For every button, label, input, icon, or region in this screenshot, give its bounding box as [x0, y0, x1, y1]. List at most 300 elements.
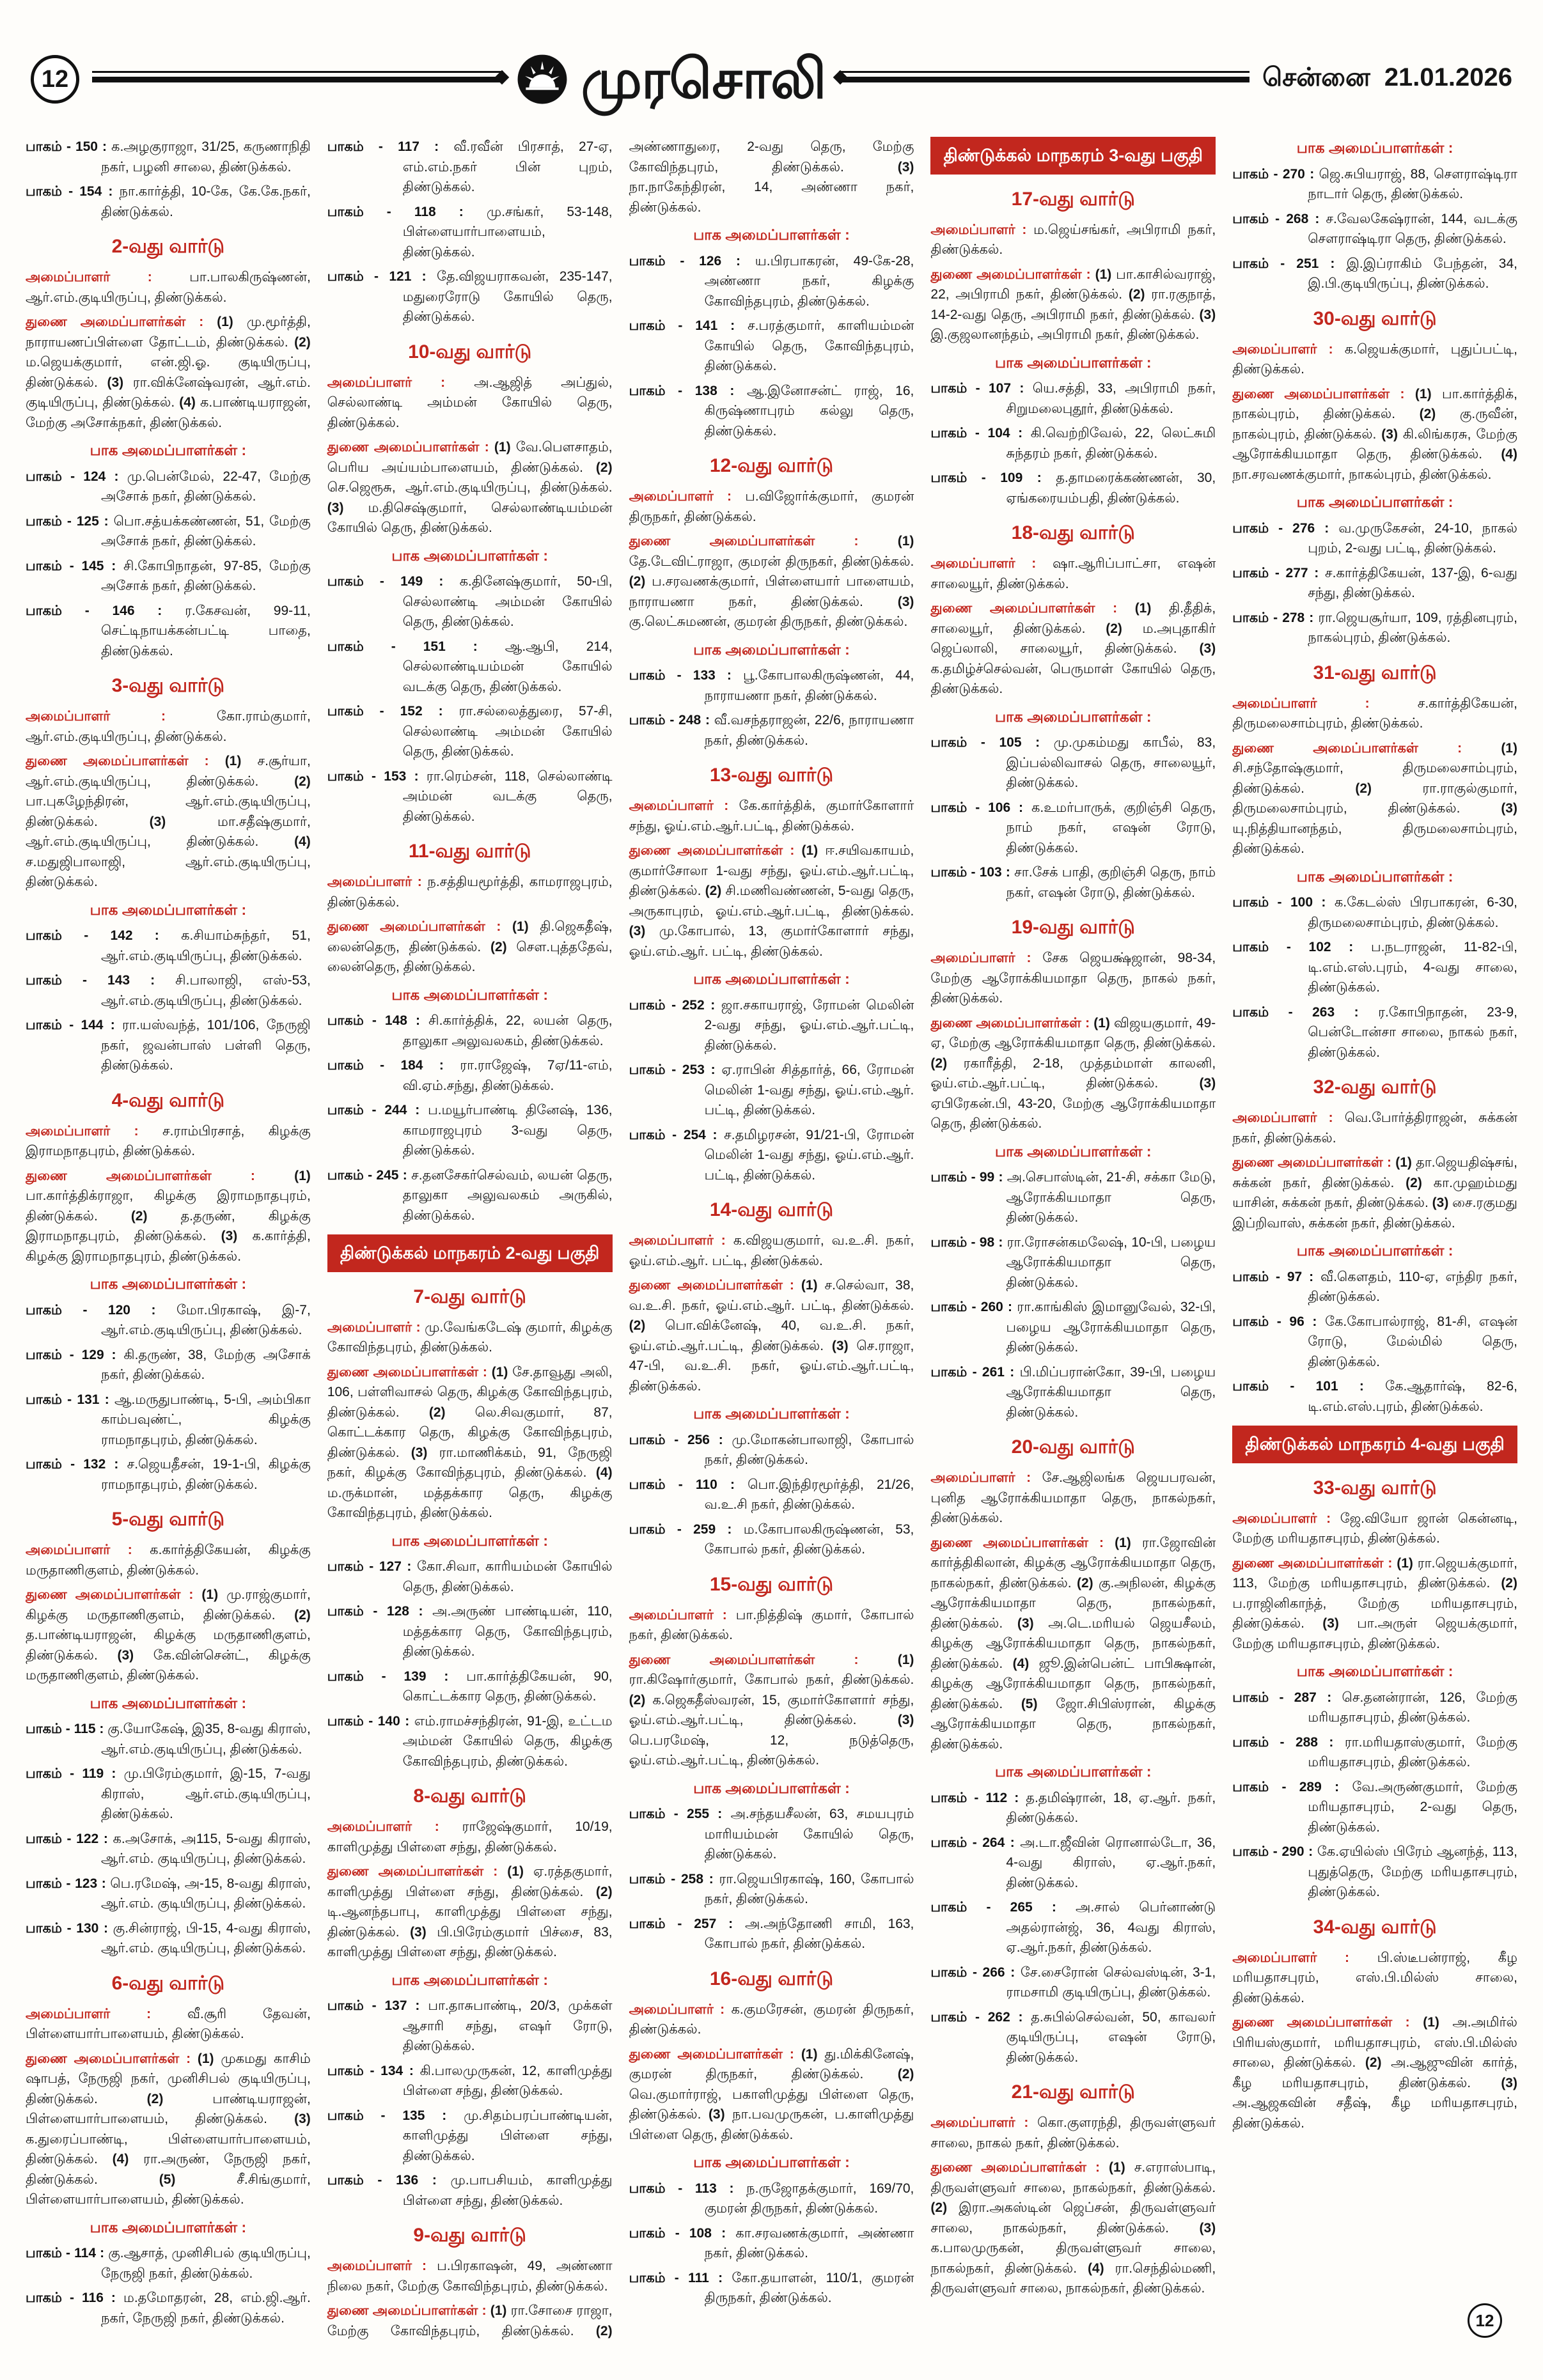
part-entry: பாகம் - 110 : பொ.இந்திரமூர்த்தி, 21/26, வ.உ.சி நகர், திண்டுக்கல்.	[629, 1477, 914, 1512]
list-marker: (4)	[112, 2152, 129, 2166]
organizer-label: அமைப்பாளர் :	[629, 1233, 733, 1248]
part-entry: பாகம் - 99 : அ.செபாஸ்டின், 21-சி, சக்கா மேடு, ஆரோக்கியமாதா தெரு, திண்டுக்கல்.	[930, 1170, 1216, 1225]
masthead-rule-right	[839, 77, 1250, 82]
part-entry: பாகம் - 120 : மோ.பிரகாஷ், இ-7, ஆர்.எம்.குடியிருப்பு, திண்டுக்கல்.	[26, 1302, 311, 1337]
deputy-organizers-entry: துணை அமைப்பாளர்கள் : (1) அ.அமிர்ல் பிரியஸ்குமார், மரியதாசபுரம், எஸ்.பி.மில்ஸ் சாலை, திண்டுக்கல். (2) அ.ஆஜுவின் கார்த், கீழ மரியதாசபுரம், திண்டுக்கல். (3) அ.ஆஜகவின் சதீஷ், கீழ மரியதாசபுரம், திண்டுக்கல்.	[1232, 2015, 1517, 2131]
part-entry-label: பாகம் - 109 :	[930, 471, 1056, 485]
list-marker: (3)	[897, 594, 914, 609]
deputy-organizers-label: துணை அமைப்பாளர்கள் :	[327, 440, 494, 455]
part-entry-label: பாகம் - 290 :	[1232, 1844, 1317, 1859]
part-entry-label: பாகம் - 278 :	[1232, 610, 1319, 625]
part-entry: பாகம் - 116 : ம.தமோதரன், 28, எம்.ஜி.ஆர். நகர், நேருஜி நகர், திண்டுக்கல்.	[26, 2291, 311, 2326]
deputy-organizers-label: துணை அமைப்பாளர்கள் :	[930, 601, 1135, 616]
part-entry: பாகம் - 287 : செ.தனன்ரான், 126, மேற்கு மரியதாசபுரம், திண்டுக்கல்.	[1232, 1690, 1517, 1725]
part-organizers-heading: பாக அமைப்பாளர்கள் :	[391, 1532, 548, 1549]
part-entry-label: பாகம் - 97 :	[1232, 1269, 1320, 1284]
list-marker: (3)	[117, 1647, 134, 1663]
deputy-organizers-label: துணை அமைப்பாளர்கள் :	[327, 1364, 492, 1380]
deputy-organizers-label: துணை அமைப்பாளர்கள் :	[1232, 1155, 1396, 1170]
list-marker: (2)	[294, 1607, 311, 1622]
part-entry-label: பாகம் - 266 :	[930, 1964, 1021, 1980]
section-banner: திண்டுக்கல் மாநகரம் 4-வது பகுதி	[1232, 1426, 1517, 1463]
organizer-entry: அமைப்பாளர் : ச.ராம்பிரசாத், கிழக்கு இராமநாதபுரம், திண்டுக்கல்.	[26, 1123, 311, 1158]
organizer-label: அமைப்பாளர் :	[26, 709, 217, 724]
part-organizers-heading: பாக அமைப்பாளர்கள் :	[1296, 139, 1453, 156]
list-marker: (1)	[1134, 601, 1152, 616]
part-organizers-heading: பாக அமைப்பாளர்கள் :	[693, 226, 850, 243]
list-marker: (1)	[1397, 1555, 1413, 1571]
list-marker: (1)	[1423, 2015, 1439, 2030]
part-entry-label: பாகம் - 144 :	[26, 1018, 123, 1032]
part-entry-label: பாகம் - 132 :	[26, 1457, 127, 1472]
deputy-organizers-label: துணை அமைப்பாளர்கள் :	[629, 1278, 801, 1293]
deputy-organizers-label: துணை அமைப்பாளர்கள் :	[930, 2160, 1109, 2175]
part-entry-label: பாகம் - 248 :	[629, 713, 714, 727]
part-organizers-heading: பாக அமைப்பாளர்கள் :	[994, 354, 1152, 371]
deputy-organizers-entry: துணை அமைப்பாளர்கள் : (1) ரா.ஜோவின் கார்த்திகிலான், கிழக்கு ஆரோக்கியமாதா தெரு, நாகல்நகர், திண்டுக்கல். (2) கு.அநிலன், கிழக்கு ஆரோக்கியமாதா தெரு, நாகல்நகர், திண்டுக்கல். (3) அ.டெ.மரியல் ஜெயசீலம், கிழக்கு ஆரோக்கியமாதா தெரு, நாகல்நகர், திண்டுக்கல். (4) ஜூ.இன்பென்ட் பாபிக்ஷான், கிழக்கு ஆரோக்கியமாதா தெரு, நாகல்நகர், திண்டுக்கல். (5) ஜோ.சிபிஸ்ரான், கிழக்கு ஆரோக்கியமாதா தெரு, நாகல்நகர், திண்டுக்கல்.	[930, 1535, 1216, 1752]
part-entry-label: பாகம் - 124 :	[26, 469, 127, 484]
deputy-organizers-label: துணை அமைப்பாளர்கள் :	[1232, 1555, 1397, 1571]
list-marker: (3)	[1017, 1615, 1034, 1631]
list-marker: (1)	[1095, 267, 1112, 282]
organizer-entry: அமைப்பாளர் : அ.ஆஜித் அப்துல், செல்லாண்டி அம்மன் கோயில் தெரு, திண்டுக்கல்.	[327, 375, 613, 430]
deputy-organizers-entry: துணை அமைப்பாளர்கள் : (1) ச.எராஸ்பாடி, திருவள்ளுவர் சாலை, நாகல்நகர், திண்டுக்கல். (2) இரா.அகஸ்டின் ஜெப்சன், திருவள்ளுவர் சாலை, நாகல்நகர், திண்டுக்கல். (3) க.பாலமுருகன், திருவள்ளுவர் சாலை, நாகல்நகர், திண்டுக்கல். (4) ரா.செந்தில்மணி, திருவள்ளுவர் சாலை, நாகல்நகர், திண்டுக்கல்.	[930, 2160, 1216, 2296]
organizer-entry: அமைப்பாளர் : ச.கார்த்திகேயன், திருமலைசாம்புரம், திண்டுக்கல்.	[1232, 696, 1517, 731]
list-marker: (1)	[491, 1364, 508, 1380]
deputy-organizers-entry: துணை அமைப்பாளர்கள் : (1) பா.கார்த்திக், நாகல்புரம், திண்டுக்கல். (2) கு.ருவீன், நாகல்புரம், திண்டுக்கல். (3) கி.லிங்கரசு, மேற்கு ஆரோக்கியமாதா தெரு, திண்டுக்கல். (4) நா.சரவணக்குமார், நாகல்புரம், திண்டுக்கல்.	[1232, 386, 1517, 482]
deputy-organizers-entry: துணை அமைப்பாளர்கள் : (1) ச.செல்வா, 38, வ.உ.சி. நகர், ஓய்.எம்.ஆர். பட்டி, திண்டுக்கல். (2) பொ.விக்னேஷ், 40, வ.உ.சி. நகர், ஓய்.எம்.ஆர்.பட்டி, திண்டுக்கல். (3) செ.ராஜா, 47-பி, வ.உ.சி. நகர், ஓய்.எம்.ஆர்.பட்டி, திண்டுக்கல்.	[629, 1278, 914, 1394]
part-entry: பாகம் - 124 : மு.பென்மேல், 22-47, மேற்கு அசோக் நகர், திண்டுக்கல்.	[26, 469, 311, 504]
part-entry: பாகம் - 122 : க.அசோக், அ115, 5-வது கிராஸ், ஆர்.எம். குடியிருப்பு, திண்டுக்கல்.	[26, 1831, 311, 1866]
list-marker: (3)	[107, 375, 124, 390]
part-entry: பாகம் - 123 : பெ.ரமேஷ், அ-15, 8-வது கிராஸ், ஆர்.எம். குடியிருப்பு, திண்டுக்கல்.	[26, 1876, 311, 1911]
ward-heading: 5-வது வார்டு	[111, 1509, 225, 1530]
list-marker: (3)	[294, 2112, 311, 2126]
part-entry-label: பாகம் - 135 :	[327, 2108, 464, 2123]
part-entry-label: பாகம் - 105 :	[930, 735, 1054, 750]
part-entry-label: பாகம் - 151 :	[327, 639, 505, 654]
part-entry-label: பாகம் - 265 :	[930, 1900, 1076, 1915]
part-entry-label: பாகம் - 116 :	[26, 2291, 123, 2305]
organizer-entry: அமைப்பாளர் : கோ.ராம்குமார், ஆர்.எம்.குடியிருப்பு, திண்டுக்கல்.	[26, 709, 311, 744]
part-entry-label: பாகம் - 136 :	[327, 2173, 451, 2188]
deputy-organizers-label: துணை அமைப்பாளர்கள் :	[26, 2051, 198, 2066]
part-entry: பாகம் - 260 : ரா.காங்கிஸ் இமானுவேல், 32-பி, பழைய ஆரோக்கியமாதா தெரு, திண்டுக்கல்.	[930, 1300, 1216, 1355]
part-entry-label: பாகம் - 257 :	[629, 1916, 745, 1931]
organizer-entry: அமைப்பாளர் : ஜே.வியோ ஜான் கென்னடி, மேற்கு மரியதாசபுரம், திண்டுக்கல்.	[1232, 1511, 1517, 1546]
deputy-organizers-label: துணை அமைப்பாளர்கள் :	[1232, 740, 1501, 756]
list-marker: (3)	[411, 1445, 428, 1460]
part-entry-label: பாகம் - 153 :	[327, 768, 427, 784]
list-marker: (1)	[201, 1587, 219, 1602]
organizer-entry: அமைப்பாளர் : க.ஜெயக்குமார், புதுப்பட்டி, திண்டுக்கல்.	[1232, 341, 1517, 377]
organizer-label: அமைப்பாளர் :	[930, 556, 1053, 571]
list-marker: (1)	[490, 2303, 507, 2318]
part-entry: பாகம் - 265 : அ.சால் பெர்னாண்டு அதல்ரான்ஜ், 36, 4வது கிராஸ், ஏ.ஆர்.நகர், திண்டுக்கல்.	[930, 1900, 1216, 1955]
ward-heading: 8-வது வார்டு	[413, 1785, 526, 1807]
part-entry-label: பாகம் - 262 :	[930, 2009, 1031, 2025]
part-entry-label: பாகம் - 150 :	[26, 139, 112, 154]
list-marker: (1)	[1109, 2160, 1125, 2175]
part-entry-label: பாகம் - 141 :	[629, 318, 748, 333]
list-marker: (2)	[930, 2200, 948, 2215]
list-marker: (3)	[831, 1338, 849, 1353]
list-marker: (2)	[629, 1692, 646, 1707]
list-marker: (2)	[595, 2323, 613, 2338]
list-marker: (5)	[1021, 1696, 1038, 1711]
part-entry-label: பாகம் - 130 :	[26, 1920, 113, 1936]
part-entry: பாகம் - 266 : சே.சைரோன் செல்வஸ்டின், 3-1, ராமசாமி குடியிருப்பு, திண்டுக்கல்.	[930, 1964, 1216, 2000]
part-entry-label: பாகம் - 104 :	[930, 426, 1031, 440]
organizer-label: அமைப்பாளர் :	[930, 2115, 1038, 2130]
part-entry: பாகம் - 149 : க.தினேஷ்குமார், 50-பி, செல்லாண்டி அம்மன் கோயில் தெரு, திண்டுக்கல்.	[327, 574, 613, 629]
part-entry-label: பாகம் - 140 :	[327, 1713, 414, 1729]
deputy-organizers-label: துணை அமைப்பாளர்கள் :	[26, 754, 225, 768]
part-entry: பாகம் - 108 : கா.சரவணக்குமார், அண்ணா நகர், திண்டுக்கல்.	[629, 2225, 914, 2260]
list-marker: (3)	[1501, 2075, 1517, 2090]
part-entry: பாகம் - 106 : க.உமர்பாருக், குறிஞ்சி தெரு, நாம் நகர், எஷன் ரோடு, திண்டுக்கல்.	[930, 800, 1216, 855]
list-marker: (4)	[595, 1465, 613, 1480]
part-entry-label: பாகம் - 98 :	[930, 1234, 1007, 1250]
part-entry: பாகம் - 257 : அ.அந்தோணி சாமி, 163, கோபால் நகர், திண்டுக்கல்.	[629, 1916, 914, 1951]
edition-date	[1262, 63, 1512, 95]
part-entry-label: பாகம் - 103 :	[930, 865, 1015, 880]
part-entry-label: பாகம் - 253 :	[629, 1062, 722, 1077]
list-marker: (2)	[1106, 621, 1122, 636]
list-marker: (2)	[490, 939, 507, 954]
list-marker: (1)	[217, 315, 233, 329]
list-marker: (3)	[897, 1713, 914, 1727]
list-marker: (4)	[294, 834, 311, 849]
part-entry-label: பாகம் - 261 :	[930, 1364, 1020, 1380]
list-marker: (2)	[428, 1404, 446, 1420]
part-entry-label: பாகம் - 152 :	[327, 704, 459, 719]
part-entry: பாகம் - 290 : கே.ஏயில்ஸ் பிரேம் ஆனந்த், 113, புதுத்தெரு, மேற்கு மரியதாசபுரம், திண்டுக்கல்.	[1232, 1844, 1517, 1899]
list-marker: (2)	[294, 774, 311, 789]
part-entry: பாகம் - 152 : ரா.சல்லைத்துரை, 57-சி, செல்லாண்டி அம்மன் கோயில் தெரு, திண்டுக்கல்.	[327, 704, 613, 759]
part-entry-label: பாகம் - 114 :	[26, 2246, 109, 2260]
part-entry-label: பாகம் - 254 :	[629, 1127, 725, 1142]
organizer-entry: அமைப்பாளர் : ம.ஜெய்சங்கர், அபிராமி நகர், திண்டுக்கல்.	[930, 222, 1216, 257]
part-entry-label: பாகம் - 276 :	[1232, 520, 1339, 536]
masthead-rule-left	[92, 77, 503, 82]
ward-heading: 4-வது வார்டு	[111, 1089, 225, 1111]
part-entry-label: பாகம் - 96 :	[1232, 1314, 1326, 1329]
part-entry: பாகம் - 252 : ஜா.சகாயராஜ், ரோமன் மெலின் 2-வது சந்து, ஓய்.எம்.ஆர்.பட்டி, திண்டுக்கல்.	[629, 997, 914, 1053]
part-entry-label: பாகம் - 245 :	[327, 1167, 412, 1183]
organizer-entry: அமைப்பாளர் : பி.ஸ்டீபன்ராஜ், கீழ மரியதாசபுரம், எஸ்.பி.மில்ஸ் சாலை, திண்டுக்கல்.	[1232, 1950, 1517, 2005]
list-marker: (1)	[494, 440, 511, 455]
ward-heading: 19-வது வார்டு	[1011, 917, 1135, 938]
part-entry: பாகம் - 140 : எம்.ராமச்சந்திரன், 91-இ, உட்டம அம்மன் கோயில் தெரு, கிழக்கு கோவிந்தபுரம், திண்டுக்கல்.	[327, 1713, 613, 1769]
part-organizers-heading: பாக அமைப்பாளர்கள் :	[90, 1694, 247, 1711]
part-entry: பாகம் - 98 : ரா.ரோசன்கமலேஷ், 10-பி, பழைய ஆரோக்கியமாதா தெரு, திண்டுக்கல்.	[930, 1234, 1216, 1290]
part-entry-label: பாகம் - 268 :	[1232, 211, 1326, 226]
part-entry: பாகம் - 117 : வீ.ரவீன் பிரசாத், 27-ஏ, எம்.எம்.நகர் பின் புறம், திண்டுக்கல்.	[327, 139, 613, 194]
part-organizers-heading: பாக அமைப்பாளர்கள் :	[90, 901, 247, 918]
part-organizers-heading: பாக அமைப்பாளர்கள் :	[1296, 494, 1453, 510]
list-marker: (2)	[1419, 407, 1436, 421]
part-entry-label: பாகம் - 120 :	[26, 1302, 176, 1318]
part-entry-label: பாகம் - 277 :	[1232, 565, 1325, 580]
part-entry: பாகம் - 133 : பூ.கோபாலகிருஷ்ணன், 44, நாராயணா நகர், திண்டுக்கல்.	[629, 668, 914, 703]
list-marker: (3)	[1199, 641, 1216, 656]
part-entry: பாகம் - 130 : கு.சின்ராஜ், பி-15, 4-வது கிராஸ், ஆர்.எம். குடியிருப்பு, திண்டுக்கல்.	[26, 1920, 311, 1956]
part-entry: பாகம் - 278 : ரா.ஜெயசூர்யா, 109, ரத்தினபுரம், நாகல்புரம், திண்டுக்கல்.	[1232, 610, 1517, 645]
deputy-organizers-entry: துணை அமைப்பாளர்கள் : (1) ஈ.சயிவகாயம், குமார்சோலா 1-வது சந்து, ஓய்.எம்.ஆர்.பட்டி, திண்டுக்கல். (2) சி.மணிவண்ணன், 5-வது தெரு, அருகாபுரம், ஓய்.எம்.ஆர்.பட்டி, திண்டுக்கல். (3) மு.கோபால், 13, குமார்கோளார் சந்து, ஓய்.எம்.ஆர். பட்டி, திண்டுக்கல்.	[629, 843, 914, 959]
edition-city: சென்னை	[1262, 63, 1370, 91]
part-entry-label: பாகம் - 107 :	[930, 381, 1033, 396]
list-marker: (5)	[159, 2172, 176, 2187]
part-entry-label: பாகம் - 252 :	[629, 997, 721, 1013]
part-organizers-heading: பாக அமைப்பாளர்கள் :	[90, 1275, 247, 1292]
organizer-label: அமைப்பாளர் :	[327, 2259, 437, 2273]
part-entry: பாகம் - 144 : ரா.யஸ்வந்த், 101/106, நேருஜி நகர், ஜவன்பாஸ் பள்ளி தெரு, திண்டுக்கல்.	[26, 1018, 311, 1073]
list-marker: (2)	[1501, 1576, 1517, 1591]
part-entry: பாகம் - 134 : கி.பாலமுருகன், 12, காளிமுத்து பிள்ளை சந்து, திண்டுக்கல்.	[327, 2063, 613, 2098]
organizer-label: அமைப்பாளர் :	[26, 270, 190, 284]
list-marker: (2)	[146, 2091, 164, 2106]
deputy-organizers-label: துணை அமைப்பாளர்கள் :	[930, 267, 1095, 282]
part-entry: பாகம் - 148 : சி.கார்த்திக், 22, லயன் தெரு, தாலுகா அலுவலகம், திண்டுக்கல்.	[327, 1013, 613, 1048]
organizer-label: அமைப்பாளர் :	[930, 1470, 1042, 1485]
part-entry-label: பாகம் - 126 :	[629, 253, 755, 268]
list-marker: (3)	[1381, 426, 1398, 442]
part-organizers-heading: பாக அமைப்பாளர்கள் :	[1296, 1242, 1453, 1259]
list-marker: (3)	[1199, 307, 1216, 322]
list-marker: (2)	[595, 1884, 613, 1899]
deputy-organizers-entry: துணை அமைப்பாளர்கள் : (1) பா.காசில்வராஜ், 22, அபிராமி நகர், திண்டுக்கல். (2) ரா.ரகுநாத், 14-2-வது தெரு, அபிராமி நகர், திண்டுக்கல். (3) இ.குஜலானந்தம், அபிராமி நகர், திண்டுக்கல்.	[930, 267, 1216, 342]
ward-heading: 16-வது வார்டு	[709, 1968, 834, 1989]
list-marker: (1)	[1501, 740, 1517, 756]
list-marker: (3)	[897, 159, 914, 175]
part-entry: பாகம் - 128 : அ.அருண் பாண்டியன், 110, மத்தக்கார தெரு, கோவிந்தபுரம், திண்டுக்கல்.	[327, 1604, 613, 1659]
organizer-label: அமைப்பாளர் :	[1232, 1511, 1340, 1526]
deputy-organizers-entry: துணை அமைப்பாளர்கள் : (1) சே.தாவூது அலி, 106, பள்ளிவாசல் தெரு, கிழக்கு கோவிந்தபுரம், திண்டுக்கல். (2) லெ.சிவகுமார், 87, கொட்டக்கார தெரு, கிழக்கு கோவிந்தபுரம், திண்டுக்கல். (3) ரா.மாணிக்கம், 91, நேருஜி நகர், கிழக்கு கோவிந்தபுரம், திண்டுக்கல். (4) ம.ருக்மான், மத்தக்கார தெரு, கிழக்கு கோவிந்தபுரம், திண்டுக்கல்.	[327, 1364, 613, 1520]
ward-heading: 7-வது வார்டு	[413, 1286, 526, 1307]
deputy-organizers-label: துணை அமைப்பாளர்கள் :	[629, 2046, 801, 2062]
ward-heading: 2-வது வார்டு	[111, 236, 225, 257]
part-entry: பாகம் - 245 : ச.தனசேகர்செல்வம், லயன் தெரு, தாலுகா அலுவலகம் அருகில், திண்டுக்கல்.	[327, 1167, 613, 1223]
ward-heading: 12-வது வார்டு	[709, 455, 834, 476]
part-organizers-heading: பாக அமைப்பாளர்கள் :	[693, 641, 850, 658]
deputy-organizers-entry: துணை அமைப்பாளர்கள் : (1) து.மிக்கினேஷ், குமரன் திருநகர், திண்டுக்கல். (2) வெ.குமார்ராஜ், பகாளிமுத்து பிள்ளை தெரு, திண்டுக்கல். (3) நா.பவமுருகன், ப.காளிமுத்து பிள்ளை தெரு, திண்டுக்கல்.	[629, 2046, 914, 2142]
part-entry: பாகம் - 135 : மு.சிதம்பரப்பாண்டியன், காளிமுத்து பிள்ளை சந்து, திண்டுக்கல்.	[327, 2108, 613, 2163]
list-marker: (3)	[1501, 801, 1517, 816]
deputy-organizers-entry: துணை அமைப்பாளர்கள் : (1) முகமது காசிம் ஷாபத், நேருஜி நகர், முனிசிபல் குடியிருப்பு, திண்டுக்கல். (2) பாண்டியராஜன், பிள்ளையார்பாளையம், திண்டுக்கல். (3) க.துரைப்பாண்டி, பிள்ளையார்பாளையம், திண்டுக்கல். (4) ரா.அருண், நேருஜி நகர், திண்டுக்கல். (5) சீ.சிங்குமார், பிள்ளையார்பாளையம், திண்டுக்கல்.	[26, 2051, 311, 2207]
organizer-entry: அமைப்பாளர் : ப.பிரகாஷன், 49, அண்ணா நிலை நகர், மேற்கு கோவிந்தபுரம், திண்டுக்கல்.	[327, 2259, 613, 2294]
part-entry: பாகம் - 137 : பா.தாசுபாண்டி, 20/3, முக்கள் ஆசாரி சந்து, எஷர் ரோடு, திண்டுக்கல்.	[327, 1998, 613, 2053]
list-marker: (2)	[595, 460, 613, 475]
deputy-organizers-label: துணை அமைப்பாளர்கள் :	[629, 1652, 898, 1667]
list-marker: (2)	[1128, 287, 1145, 302]
deputy-organizers-entry: துணை அமைப்பாளர்கள் : (1) வே.பௌசாதம், பெரிய அய்யம்பாளையம், திண்டுக்கல். (2) செ.ஜெரூசு, ஆர்.எம்.குடியிருப்பு, திண்டுக்கல். (3) ம.திசெஷ்குமார், செல்லாண்டியம்மன் கோயில் தெரு, திண்டுக்கல்.	[327, 440, 613, 535]
part-entry-label: பாகம் - 134 :	[327, 2063, 420, 2078]
part-entry-label: பாகம் - 289 :	[1232, 1779, 1352, 1794]
part-entry-label: பாகம் - 288 :	[1232, 1734, 1345, 1750]
part-entry: பாகம் - 125 : பொ.சத்யக்கண்ணன், 51, மேற்கு அசோக் நகர், திண்டுக்கல்.	[26, 513, 311, 548]
part-entry-label: பாகம் - 100 :	[1232, 895, 1335, 910]
list-marker: (1)	[1395, 1155, 1412, 1170]
list-marker: (3)	[410, 1924, 427, 1940]
list-marker: (4)	[179, 395, 196, 410]
deputy-organizers-entry: துணை அமைப்பாளர்கள் : (1) மு.ராஜ்குமார், கிழக்கு மருதாணிகுளம், திண்டுக்கல். (2) த.பாண்டியராஜன், கிழக்கு மருதாணிகுளம், திண்டுக்கல். (3) கே.வின்சென்ட், கிழக்கு மருதாணிகுளம், திண்டுக்கல்.	[26, 1587, 311, 1683]
part-entry-label: பாகம் - 112 :	[930, 1790, 1026, 1805]
ward-heading: 20-வது வார்டு	[1011, 1436, 1135, 1458]
page-number-badge: 12	[31, 55, 79, 104]
part-entry: பாகம் - 184 : ரா.ராஜேஷ், 7ஏ/11-எம், வி.ஏம்.சந்து, திண்டுக்கல்.	[327, 1058, 613, 1093]
deputy-organizers-entry: துணை அமைப்பாளர்கள் : (1) மு.மூர்த்தி, நாராயணப்பிள்ளை தோட்டம், திண்டுக்கல். (2) ம.ஜெயக்குமார், என்.ஜி.ஓ. குடியிருப்பு, திண்டுக்கல். (3) ரா.விக்னேஷ்வரன், ஆர்.எம். குடியிருப்பு, திண்டுக்கல். (4) க.பாண்டியராஜன், மேற்கு அசோக்நகர், திண்டுக்கல்.	[26, 315, 311, 430]
list-marker: (1)	[1414, 386, 1432, 401]
part-entry-label: பாகம் - 133 :	[629, 668, 744, 683]
deputy-organizers-label: துணை அமைப்பாளர்கள் :	[1232, 386, 1415, 401]
list-marker: (2)	[1355, 781, 1372, 796]
part-entry-label: பாகம் - 256 :	[629, 1432, 732, 1447]
part-organizers-heading: பாக அமைப்பாளர்கள் :	[391, 547, 548, 564]
deputy-organizers-entry: துணை அமைப்பாளர்கள் : (1) ஏ.ரத்தகுமார், காளிமுத்து பிள்ளை சந்து, திண்டுக்கல். (2) டி.ஆனந்தபாபு, காளிமுத்து பிள்ளை சந்து, திண்டுக்கல். (3) பி.பிரேம்குமார் பிச்சை, 83, காளிமுத்து பிள்ளை சந்து, திண்டுக்கல்.	[327, 1864, 613, 1959]
deputy-organizers-label: துணை அமைப்பாளர்கள் :	[930, 1015, 1094, 1031]
list-marker: (1)	[224, 754, 242, 768]
organizer-entry: அமைப்பாளர் : ப.விஜோர்க்குமார், குமரன் திருநகர், திண்டுக்கல்.	[629, 489, 914, 524]
part-entry: பாகம் - 139 : பா.கார்த்திகேயன், 90, கொட்டக்கார தெரு, திண்டுக்கல்.	[327, 1668, 613, 1704]
deputy-organizers-entry: துணை அமைப்பாளர்கள் : (1) தி.தீதிக், சாலையூர், திண்டுக்கல். (2) ம.அபுதாகிர் ஜெப்லாலி, சாலையூர், திண்டுக்கல். (3) க.தமிழ்ச்செல்வன், பெருமாள் கோயில் தெரு, திண்டுக்கல்.	[930, 601, 1216, 696]
part-entry: பாகம் - 126 : ய.பிரபாகரன், 49-கே-28, அண்ணா நகர், கிழக்கு கோவிந்தபுரம், திண்டுக்கல்.	[629, 253, 914, 309]
list-marker: (2)	[897, 2067, 914, 2081]
part-entry-label: பாகம் - 127 :	[327, 1559, 417, 1574]
organizer-label: அமைப்பாளர் :	[629, 798, 739, 813]
list-marker: (2)	[1406, 1175, 1422, 1190]
part-entry-label: பாகம் - 260 :	[930, 1300, 1017, 1314]
ward-heading: 10-வது வார்டு	[408, 341, 532, 362]
organizer-label: அமைப்பாளர் :	[327, 1819, 462, 1834]
list-marker: (1)	[801, 2046, 818, 2062]
part-entry: பாகம் - 277 : ச.கார்த்திகேயன், 137-இ, 6-வது சந்து, திண்டுக்கல்.	[1232, 565, 1517, 600]
organizer-label: அமைப்பாளர் :	[629, 2002, 732, 2017]
organizer-entry: அமைப்பாளர் : பா.நித்திஷ் குமார், கோபால் நகர், திண்டுக்கல்.	[629, 1607, 914, 1642]
part-entry-label: பாகம் - 264 :	[930, 1835, 1021, 1850]
part-entry-label: பாகம் - 258 :	[629, 1871, 719, 1886]
part-entry-label: பாகம் - 101 :	[1232, 1379, 1386, 1394]
list-marker: (3)	[629, 924, 646, 938]
part-entry: பாகம் - 254 : ச.தமிழரசன், 91/21-பி, ரோமன் மெலின் 1-வது சந்து, ஓய்.எம்.ஆர். பட்டி, திண்டுக்கல்.	[629, 1127, 914, 1183]
part-entry-label: பாகம் - 131 :	[26, 1392, 114, 1407]
part-entry-label: பாகம் - 139 :	[327, 1668, 467, 1684]
list-marker: (2)	[705, 883, 722, 898]
part-entry: பாகம் - 268 : ச.வேலகேஷ்ரான், 144, வடக்கு சௌராஷ்டிரா தெரு, திண்டுக்கல்.	[1232, 211, 1517, 246]
part-entry: பாகம் - 143 : சி.பாலாஜி, எஸ்-53, ஆர்.எம்.குடியிருப்பு, திண்டுக்கல்.	[26, 973, 311, 1008]
ward-heading: 33-வது வார்டு	[1313, 1477, 1437, 1498]
ward-heading: 15-வது வார்டு	[709, 1573, 834, 1595]
part-entry: பாகம் - 112 : த.தமிஷ்ரான், 18, ஏ.ஆர். நகர், திண்டுக்கல்.	[930, 1790, 1216, 1825]
list-marker: (1)	[897, 1652, 914, 1667]
part-organizers-heading: பாக அமைப்பாளர்கள் :	[90, 442, 247, 458]
deputy-organizers-label: துணை அமைப்பாளர்கள் :	[629, 843, 802, 858]
list-marker: (3)	[1199, 1076, 1216, 1091]
section-banner: திண்டுக்கல் மாநகரம் 3-வது பகுதி	[930, 137, 1216, 175]
deputy-organizers-entry: துணை அமைப்பாளர்கள் : (1) பா.கார்த்திக்ராஜா, கிழக்கு இராமநாதபுரம், திண்டுக்கல். (2) த.தருண், கிழக்கு இராமநாதபுரம், திண்டுக்கல். (3) க.கார்த்தி, கிழக்கு இராமநாதபுரம், திண்டுக்கல்.	[26, 1168, 311, 1264]
organizer-entry: அமைப்பாளர் : க.விஜயகுமார், வ.உ.சி. நகர், ஓய்.எம்.ஆர். பட்டி, திண்டுக்கல்.	[629, 1233, 914, 1268]
part-entry-label: பாகம் - 113 :	[629, 2181, 747, 2196]
ward-heading: 17-வது வார்டு	[1011, 188, 1135, 210]
organizer-entry: அமைப்பாளர் : வீ.சூரி தேவன், பிள்ளையார்பாளையம், திண்டுக்கல்.	[26, 2006, 311, 2041]
part-entry: பாகம் - 264 : அ.டா.ஜீவின் ரொனால்டோ, 36, 4-வது கிராஸ், ஏ.ஆர்.நகர், திண்டுக்கல்.	[930, 1835, 1216, 1890]
part-organizers-heading: பாக அமைப்பாளர்கள் :	[693, 1779, 850, 1796]
part-entry-label: பாகம் - 128 :	[327, 1604, 433, 1619]
deputy-organizers-entry: துணை அமைப்பாளர்கள் : (1) விஜயகுமார், 49-ஏ, மேற்கு ஆரோக்கியமாதா தெரு, திண்டுக்கல். (2) ரகாரீத்தி, 2-18, முத்தம்மாள் காலனி, ஓய்.எம்.ஆர்.பட்டி, திண்டுக்கல். (3) ஏபிரேகன்.பி, 43-20, மேற்கு ஆரோக்கியமாதா தெரு, திண்டுக்கல்.	[930, 1015, 1216, 1131]
list-marker: (1)	[294, 1168, 311, 1183]
organizer-label: அமைப்பாளர் :	[26, 2006, 187, 2021]
deputy-organizers-entry: துணை அமைப்பாளர்கள் : (1) சி.சந்தோஷ்குமார், திருமலைசாம்புரம், திண்டுக்கல். (2) ரா.ராகுல்குமார், திருமலைசாம்புரம், திண்டுக்கல். (3) யு.நித்தியானந்தம், திருமலைசாம்புரம், திண்டுக்கல்.	[1232, 740, 1517, 856]
organizer-entry: அமைப்பாளர் : ந.சத்தியமூர்த்தி, காமராஜபுரம், திண்டுக்கல்.	[327, 875, 613, 910]
part-entry-label: பாகம் - 106 :	[930, 800, 1031, 815]
list-marker: (2)	[294, 334, 311, 350]
list-marker: (1)	[507, 1864, 524, 1879]
part-entry-label: பாகம் - 115 :	[26, 1722, 108, 1736]
part-entry: பாகம் - 111 : கோ.தயாளன், 110/1, குமரன் திருநகர், திண்டுக்கல்.	[629, 2270, 914, 2305]
part-entry: பாகம் - 129 : கி.தருண், 38, மேற்கு அசோக் நகர், திண்டுக்கல்.	[26, 1347, 311, 1382]
part-entry-label: பாகம் - 137 :	[327, 1998, 428, 2013]
list-marker: (1)	[801, 843, 818, 858]
part-entry: பாகம் - 145 : சி.கோபிநாதன், 97-85, மேற்கு அசோக் நகர், திண்டுக்கல்.	[26, 558, 311, 593]
deputy-organizers-entry: துணை அமைப்பாளர்கள் : (1) தி.ஜெகதீஷ், லைன்தெரு, திண்டுக்கல். (2) சௌ.புத்ததேவ், லைன்தெரு, திண்டுக்கல்.	[327, 919, 613, 974]
deputy-organizers-label: துணை அமைப்பாளர்கள் :	[26, 315, 217, 329]
deputy-organizers-entry: துணை அமைப்பாளர்கள் : (1) தே.டேவிட்ராஜா, குமரன் திருநகர், திண்டுக்கல். (2) ப.சரவணக்குமார், பிள்ளையார் பாளையம், நாராயணா நகர், திண்டுக்கல். (3) கு.லெட்சுமணன், குமரன் திருநகர், திண்டுக்கல்.	[629, 534, 914, 629]
list-marker: (1)	[197, 2051, 214, 2066]
part-entry: பாகம் - 244 : ப.மயூர்பாண்டி தினேஷ், 136, காமராஜபுரம் 3-வது தெரு, திண்டுக்கல்.	[327, 1103, 613, 1158]
ward-heading: 18-வது வார்டு	[1011, 522, 1135, 543]
masthead-bar	[31, 47, 1512, 111]
list-marker: (1)	[801, 1278, 818, 1293]
part-entry: பாகம் - 132 : ச.ஜெயதீசன், 19-1-பி, கிழக்கு ராமநாதபுரம், திண்டுக்கல்.	[26, 1457, 311, 1492]
part-entry: பாகம் - 256 : மு.மோகன்பாலாஜி, கோபால் நகர், திண்டுக்கல்.	[629, 1432, 914, 1467]
part-entry: பாகம் - 270 : ஜெ.சுபியராஜ், 88, சௌராஷ்டிரா நாடார் தெரு, திண்டுக்கல்.	[1232, 166, 1517, 201]
part-entry: பாகம் - 253 : ஏ.ராபின் சித்தார்த், 66, ரோமன் மெலின் 1-வது சந்து, ஓய்.எம்.ஆர். பட்டி, திண்டுக்கல்.	[629, 1062, 914, 1117]
part-organizers-heading: பாக அமைப்பாளர்கள் :	[90, 2218, 247, 2236]
list-marker: (2)	[930, 1055, 948, 1071]
part-entry: பாகம் - 154 : நா.கார்த்தி, 10-கே, கே.கே.நகர், திண்டுக்கல்.	[26, 184, 311, 219]
part-entry: பாகம் - 109 : த.தாமரைக்கண்ணன், 30, ஏங்கரையம்பதி, திண்டுக்கல்.	[930, 471, 1216, 506]
part-entry-label: பாகம் - 146 :	[26, 603, 185, 618]
list-marker: (3)	[149, 814, 166, 829]
part-entry: பாகம் - 131 : ஆ.மருதுபாண்டி, 5-பி, அம்பிகா காம்பவுண்ட், கிழக்கு ராமநாதபுரம், திண்டுக்கல்.	[26, 1392, 311, 1447]
organizer-entry: அமைப்பாளர் : வெ.போர்த்திராஜன், சுக்கன் நகர், திண்டுக்கல்.	[1232, 1110, 1517, 1146]
part-entry-label: பாகம் - 102 :	[1232, 940, 1371, 954]
footer-page-number: 12	[1468, 2303, 1502, 2338]
list-marker: (3)	[1322, 1616, 1339, 1631]
part-entry-label: பாகம் - 118 :	[327, 204, 487, 219]
part-organizers-heading: பாக அமைப்பாளர்கள் :	[1296, 867, 1453, 885]
organizer-entry: அமைப்பாளர் : கே.கார்த்திக், குமார்கோளார் சந்து, ஓய்.எம்.ஆர்.பட்டி, திண்டுக்கல்.	[629, 798, 914, 834]
deputy-organizers-label: துணை அமைப்பாளர்கள் :	[327, 2303, 490, 2318]
part-organizers-heading: பாக அமைப்பாளர்கள் :	[994, 708, 1152, 725]
ward-heading: 3-வது வார்டு	[111, 675, 225, 696]
list-marker: (2)	[1365, 2055, 1382, 2070]
list-marker: (1)	[897, 534, 914, 548]
part-entry: பாகம் - 107 : யெ.சத்தி, 33, அபிராமி நகர், சிறுமலைபுதூர், திண்டுக்கல்.	[930, 381, 1216, 416]
part-entry: பாகம் - 142 : க.சியாம்சுந்தர், 51, ஆர்.எம்.குடியிருப்பு, திண்டுக்கல்.	[26, 928, 311, 963]
list-marker: (4)	[1501, 447, 1517, 462]
part-entry: பாகம் - 262 : த.சுபில்செல்வன், 50, காவலர் குடியிருப்பு, எஷன் ரோடு, திண்டுக்கல்.	[930, 2009, 1216, 2065]
list-marker: (2)	[629, 574, 646, 589]
part-entry-label: பாகம் - 244 :	[327, 1103, 428, 1117]
section-banner: திண்டுக்கல் மாநகரம் 2-வது பகுதி	[327, 1234, 613, 1272]
part-entry-label: பாகம் - 270 :	[1232, 166, 1319, 182]
part-entry: பாகம் - 259 : ம.கோபாலகிருஷ்ணன், 53, கோபால் நகர், திண்டுக்கல்.	[629, 1521, 914, 1557]
part-entry-label: பாகம் - 122 :	[26, 1831, 113, 1846]
list-marker: (1)	[1093, 1015, 1110, 1031]
list-marker: (2)	[1076, 1575, 1093, 1591]
list-marker: (2)	[130, 1208, 148, 1224]
